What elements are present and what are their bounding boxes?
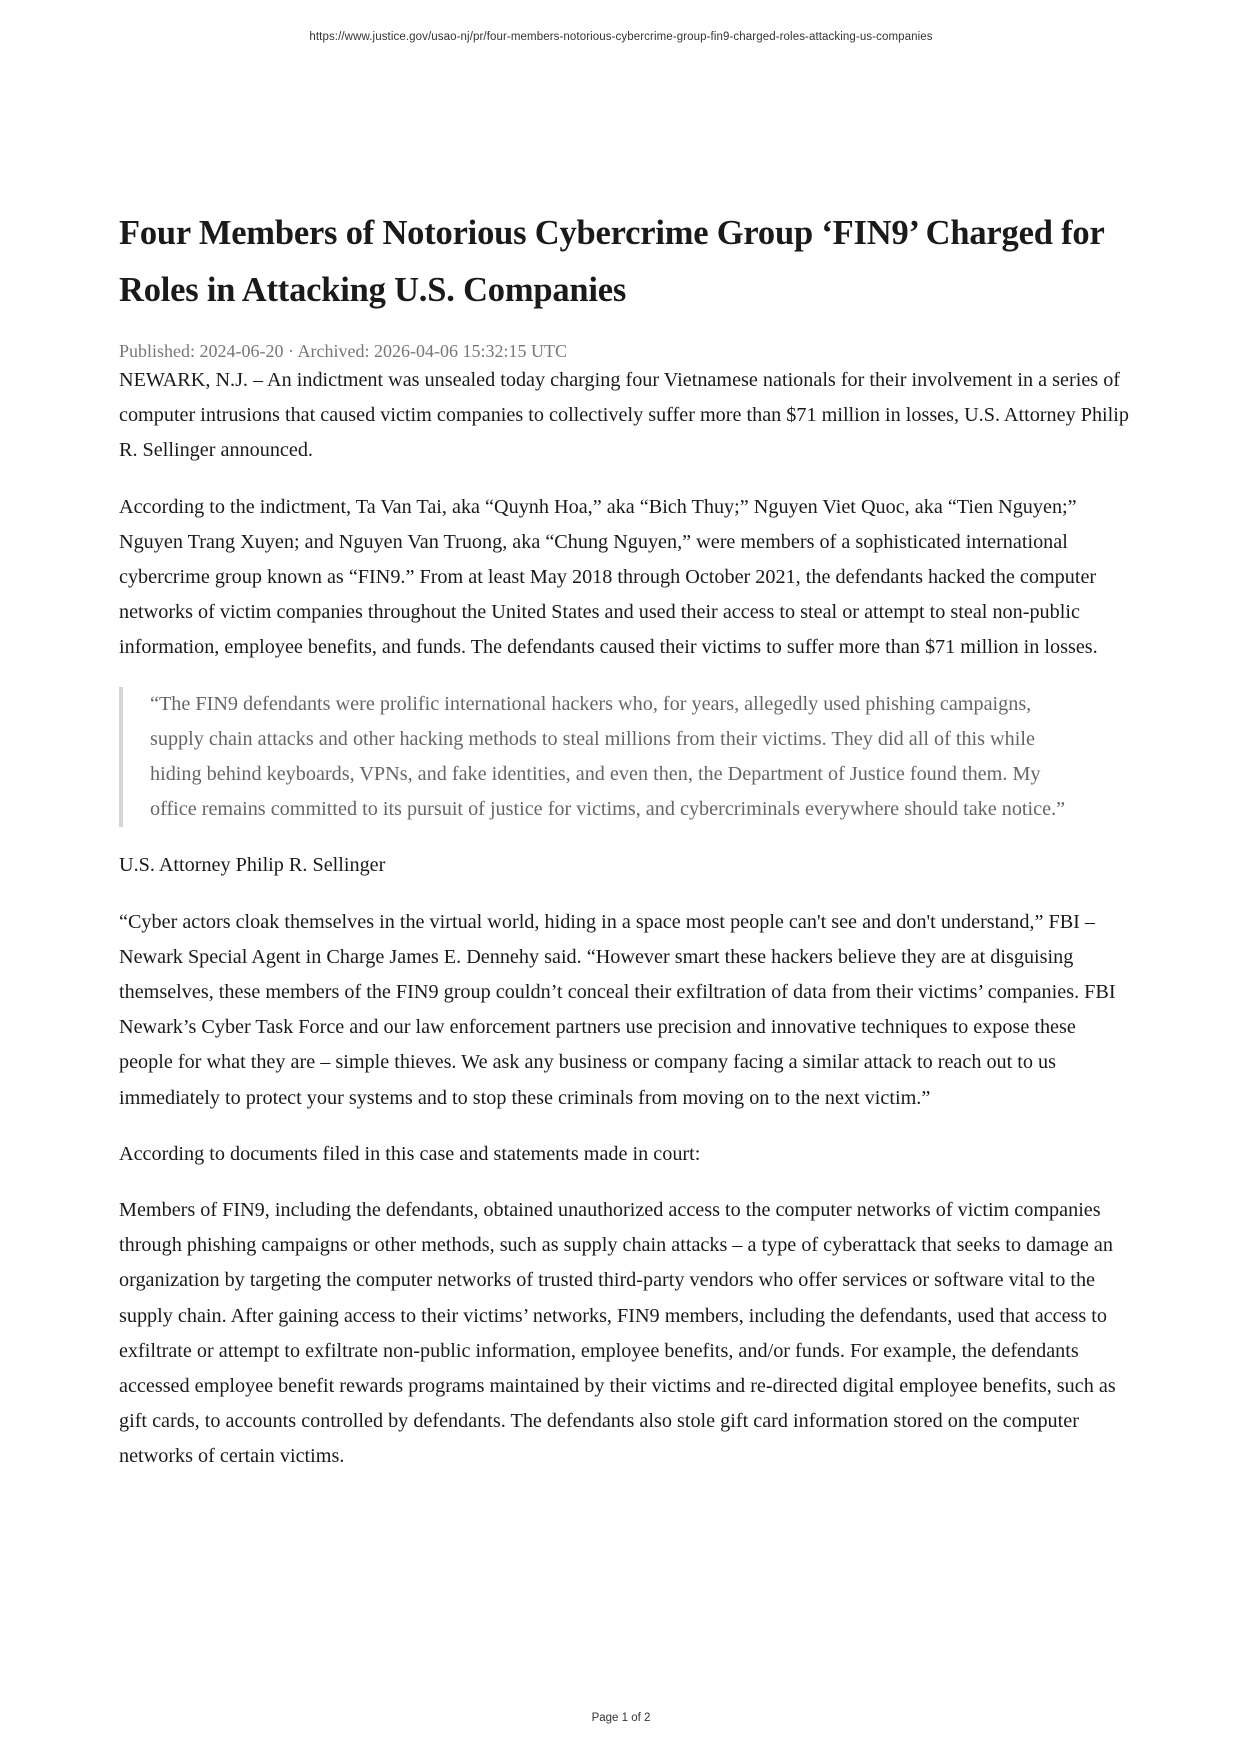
article xyxy=(119,205,1129,1475)
pull-quote xyxy=(119,687,1080,828)
page-number: Page 1 of 2 xyxy=(591,1712,651,1724)
quote-attribution: U.S. Attorney Philip R. Sellinger xyxy=(119,854,386,877)
pull-quote-text: “The FIN9 defendants were prolific international hackers who, for years, allegedly used phishing campaigns, supply chain attacks and other hacking methods to steal millions from their victims. They did all of this while hiding behind keyboards, VPNs, and fake identities, and even then, the Department of Justice found them. My office remains committed to its pursuit of justice for victims, and cybercriminals everywhere should take notice.” xyxy=(150,692,1066,821)
paragraph-court-documents: According to documents filed in this case and statements made in court: xyxy=(119,1142,701,1165)
paragraph-fbi-statement: “Cyber actors cloak themselves in the virtual world, hiding in a space most people can't see and don't understand,” FBI – Newark Special Agent in Charge James E. Dennehy said. “However smart these hackers believe they are at disguising themselves, these members of the FIN9 group couldn’t conceal their exfiltration of data from their victims’ companies. FBI Newark’s Cyber Task Force and our law enforcement partners use precision and innovative techniques to expose these people for what they are – simple thieves. We ask any business or company facing a similar attack to reach out to us immediately to protect your systems and to stop these criminals from moving on to the next victim.” xyxy=(119,910,1116,1109)
page-url-header: https://www.justice.gov/usao-nj/pr/four-members-notorious-cybercrime-group-fin9-charged-roles-attacking-us-companies xyxy=(309,31,933,43)
article-title: Four Members of Notorious Cybercrime Group ‘FIN9’ Charged for Roles in Attacking U.S. Companies xyxy=(119,214,1104,309)
paragraph-indictment: According to the indictment, Ta Van Tai, aka “Quynh Hoa,” aka “Bich Thuy;” Nguyen Viet Quoc, aka “Tien Nguyen;” Nguyen Trang Xuyen; and Nguyen Van Truong, aka “Chung Nguyen,” were members of a sophisticated international cybercrime group known as “FIN9.” From at least May 2018 through October 2021, the defendants hacked the computer networks of victim companies throughout the United States and used their access to steal or attempt to steal non-public information, employee benefits, and funds. The defendants caused their victims to suffer more than $71 million in losses. xyxy=(119,495,1098,659)
publish-meta: Published: 2024-06-20 · Archived: 2026-04-06 15:32:15 UTC xyxy=(119,341,567,361)
paragraph-fin9-methods: Members of FIN9, including the defendants, obtained unauthorized access to the computer networks of victim companies through phishing campaigns or other methods, such as supply chain attacks – a type of cyberattack that seeks to damage an organization by targeting the computer networks of trusted third-party vendors who offer services or software vital to the supply chain. After gaining access to their victims’ networks, FIN9 members, including the defendants, used that access to exfiltrate or attempt to exfiltrate non-public information, employee benefits, and/or funds. For example, the defendants accessed employee benefit rewards programs maintained by their victims and re-directed digital employee benefits, such as gift cards, to accounts controlled by defendants. The defendants also stole gift card information stored on the computer networks of certain victims. xyxy=(119,1199,1116,1468)
paragraph-intro: NEWARK, N.J. – An indictment was unsealed today charging four Vietnamese nationals for their involvement in a series of computer intrusions that caused victim companies to collectively suffer more than $71 million in losses, U.S. Attorney Philip R. Sellinger announced. xyxy=(119,369,1129,462)
